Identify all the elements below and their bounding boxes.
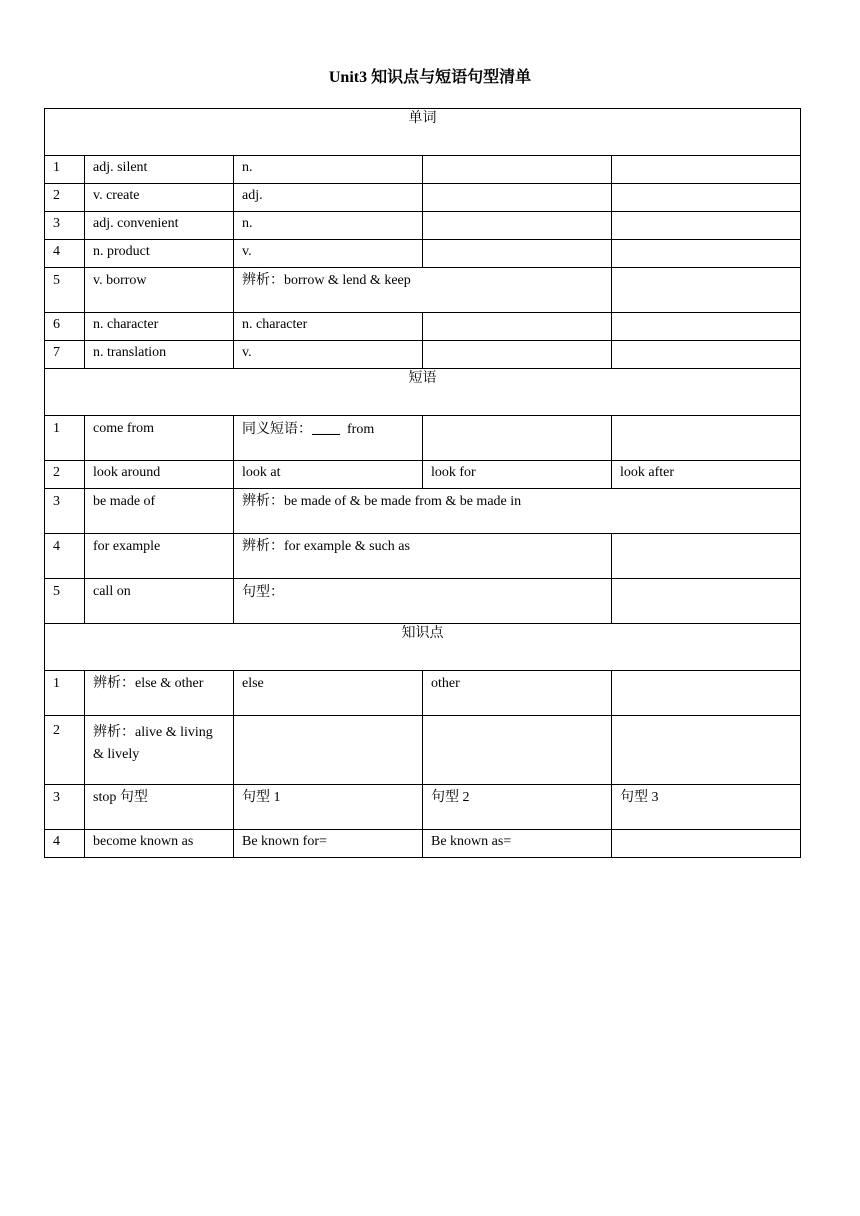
synonym-suffix: from — [347, 422, 375, 437]
answer-cell[interactable]: else — [234, 671, 423, 716]
answer-cell[interactable] — [234, 716, 423, 785]
row-number: 2 — [45, 461, 85, 489]
pattern-cell[interactable]: 句型 1 — [234, 785, 423, 830]
answer-cell[interactable]: other — [423, 671, 612, 716]
answer-cell[interactable] — [612, 579, 801, 624]
table-row — [45, 785, 801, 830]
analysis-line-1: 辨析：alive & living — [93, 725, 213, 740]
answer-cell[interactable] — [612, 341, 801, 369]
table-row — [45, 341, 801, 369]
analysis-cell[interactable]: 辨析：borrow & lend & keep — [234, 268, 612, 313]
table-row — [45, 313, 801, 341]
answer-cell[interactable]: n. character — [234, 313, 423, 341]
word-cell: n. product — [85, 240, 234, 268]
answer-cell[interactable] — [423, 416, 612, 461]
row-number: 3 — [45, 785, 85, 830]
word-cell: n. character — [85, 313, 234, 341]
table-row — [45, 461, 801, 489]
knowledge-table — [44, 108, 801, 858]
row-number: 2 — [45, 184, 85, 212]
section-title-words: 单词 — [45, 109, 801, 156]
answer-cell[interactable] — [423, 156, 612, 184]
answer-cell[interactable]: Be known for= — [234, 830, 423, 858]
answer-cell[interactable] — [612, 313, 801, 341]
table-row — [45, 184, 801, 212]
answer-cell[interactable] — [612, 184, 801, 212]
pattern-cell[interactable]: 句型 2 — [423, 785, 612, 830]
row-number: 2 — [45, 716, 85, 785]
phrase-cell: for example — [85, 534, 234, 579]
answer-cell[interactable]: n. — [234, 212, 423, 240]
section-header-row — [45, 624, 801, 671]
section-title-points: 知识点 — [45, 624, 801, 671]
answer-cell[interactable] — [423, 240, 612, 268]
answer-cell[interactable]: v. — [234, 341, 423, 369]
analysis-cell — [85, 716, 234, 785]
row-number: 5 — [45, 579, 85, 624]
table-row — [45, 416, 801, 461]
answer-cell[interactable] — [423, 341, 612, 369]
row-number: 1 — [45, 416, 85, 461]
row-number: 4 — [45, 830, 85, 858]
row-number: 1 — [45, 671, 85, 716]
answer-cell[interactable] — [612, 416, 801, 461]
answer-cell[interactable]: adj. — [234, 184, 423, 212]
row-number: 3 — [45, 212, 85, 240]
table-row — [45, 671, 801, 716]
analysis-line-2: & lively — [93, 747, 140, 762]
row-number: 4 — [45, 240, 85, 268]
pattern-cell[interactable]: 句型 3 — [612, 785, 801, 830]
answer-cell[interactable] — [612, 156, 801, 184]
row-number: 3 — [45, 489, 85, 534]
phrase-cell: look after — [612, 461, 801, 489]
word-cell: v. create — [85, 184, 234, 212]
answer-cell[interactable] — [612, 212, 801, 240]
answer-cell[interactable] — [423, 184, 612, 212]
table-row — [45, 489, 801, 534]
answer-cell[interactable] — [612, 830, 801, 858]
table-row — [45, 534, 801, 579]
phrase-cell: come from — [85, 416, 234, 461]
word-cell: n. translation — [85, 341, 234, 369]
table-row — [45, 240, 801, 268]
answer-cell[interactable]: v. — [234, 240, 423, 268]
page-title: Unit3 知识点与短语句型清单 — [328, 69, 532, 86]
table-row — [45, 212, 801, 240]
answer-cell[interactable] — [612, 240, 801, 268]
answer-cell[interactable]: Be known as= — [423, 830, 612, 858]
answer-cell[interactable] — [423, 212, 612, 240]
phrase-cell: look around — [85, 461, 234, 489]
synonym-label: 同义短语： — [242, 421, 312, 437]
answer-cell[interactable] — [612, 671, 801, 716]
answer-cell[interactable]: n. — [234, 156, 423, 184]
analysis-cell: 辨析：else & other — [85, 671, 234, 716]
section-header-row — [45, 109, 801, 156]
synonym-blank[interactable]: ____ — [312, 422, 340, 437]
answer-cell[interactable] — [612, 716, 801, 785]
analysis-cell[interactable]: 辨析：for example & such as — [234, 534, 612, 579]
sentence-pattern-cell[interactable]: 句型： — [234, 579, 612, 624]
word-cell: adj. convenient — [85, 212, 234, 240]
synonym-cell[interactable] — [234, 416, 423, 461]
row-number: 6 — [45, 313, 85, 341]
word-cell: v. borrow — [85, 268, 234, 313]
table-row — [45, 156, 801, 184]
answer-cell[interactable] — [423, 716, 612, 785]
answer-cell[interactable] — [612, 534, 801, 579]
phrase-cell: look for — [423, 461, 612, 489]
phrase-cell: call on — [85, 579, 234, 624]
row-number: 1 — [45, 156, 85, 184]
table-row — [45, 579, 801, 624]
table-row — [45, 268, 801, 313]
word-cell: adj. silent — [85, 156, 234, 184]
phrase-cell: become known as — [85, 830, 234, 858]
section-title-phrases: 短语 — [45, 369, 801, 416]
table-row — [45, 716, 801, 785]
analysis-cell[interactable]: 辨析：be made of & be made from & be made in — [234, 489, 801, 534]
answer-cell[interactable] — [423, 313, 612, 341]
row-number: 7 — [45, 341, 85, 369]
phrase-cell: look at — [234, 461, 423, 489]
section-header-row — [45, 369, 801, 416]
pattern-cell: stop 句型 — [85, 785, 234, 830]
row-number: 4 — [45, 534, 85, 579]
answer-cell[interactable] — [612, 268, 801, 313]
table-row — [45, 830, 801, 858]
row-number: 5 — [45, 268, 85, 313]
phrase-cell: be made of — [85, 489, 234, 534]
